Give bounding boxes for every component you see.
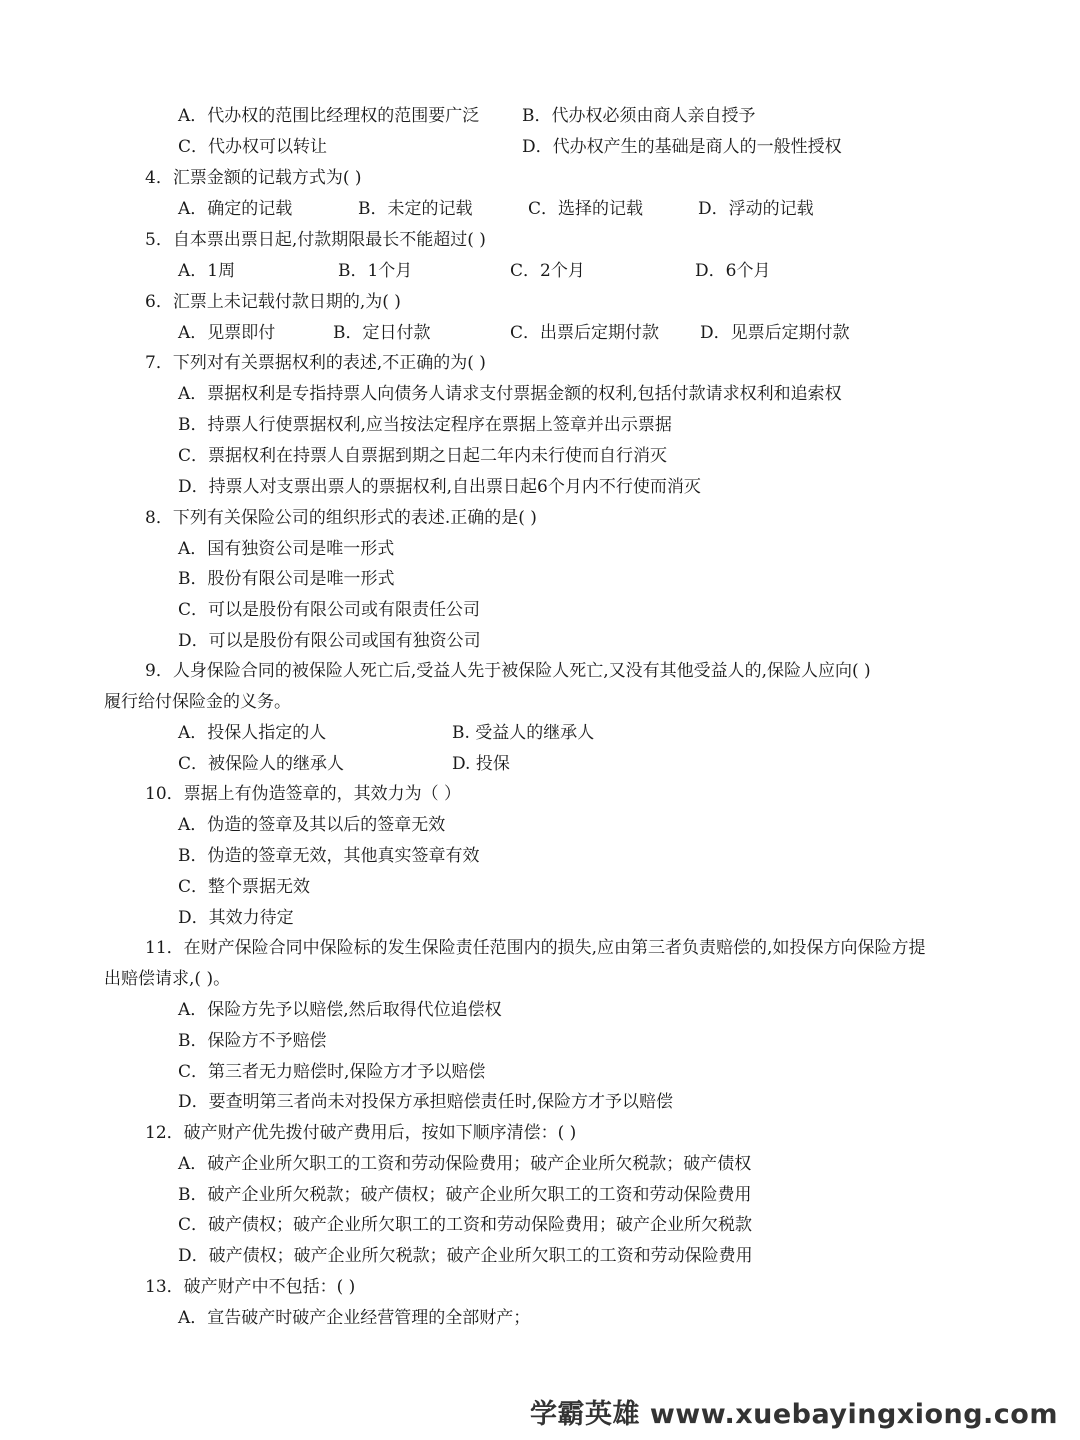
q5-stem: 5．自本票出票日起,付款期限最长不能超过( ) <box>145 230 486 250</box>
q12-option-c: C．破产债权；破产企业所欠职工的工资和劳动保险费用；破产企业所欠税款 <box>178 1215 753 1235</box>
q4-option-b: B．未定的记载 <box>358 199 473 219</box>
q10-option-b: B．伪造的签章无效，其他真实签章有效 <box>178 846 480 866</box>
q11-option-c: C．第三者无力赔偿时,保险方才予以赔偿 <box>178 1062 486 1082</box>
q8-option-a: A．国有独资公司是唯一形式 <box>178 539 395 559</box>
q9-option-d: D. 投保 <box>452 754 510 774</box>
q6-option-b: B．定日付款 <box>333 323 431 343</box>
q10-option-c: C．整个票据无效 <box>178 877 311 897</box>
q6-option-d: D．见票后定期付款 <box>700 323 850 343</box>
q5-option-b: B．1个月 <box>338 261 413 281</box>
q8-option-d: D．可以是股份有限公司或国有独资公司 <box>178 631 481 651</box>
q9-option-a: A．投保人指定的人 <box>178 723 327 743</box>
q5-option-c: C．2个月 <box>510 261 585 281</box>
q7-option-d: D．持票人对支票出票人的票据权利,自出票日起6个月内不行使而消灭 <box>178 477 701 497</box>
q4-option-d: D．浮动的记载 <box>698 199 814 219</box>
q11-option-a: A．保险方先予以赔偿,然后取得代位追偿权 <box>178 1000 502 1020</box>
q9-stem-line1: 9．人身保险合同的被保险人死亡后,受益人先于被保险人死亡,又没有其他受益人的,保险人应向( ) <box>145 661 871 681</box>
q12-stem: 12．破产财产优先拨付破产费用后，按如下顺序清偿：( ) <box>145 1123 577 1143</box>
q10-option-a: A．伪造的签章及其以后的签章无效 <box>178 815 446 835</box>
q3-option-b: B．代办权必须由商人亲自授予 <box>522 106 756 126</box>
q12-option-d: D．破产债权；破产企业所欠税款；破产企业所欠职工的工资和劳动保险费用 <box>178 1246 753 1266</box>
q4-option-c: C．选择的记载 <box>528 199 644 219</box>
q11-option-b: B．保险方不予赔偿 <box>178 1031 327 1051</box>
q7-option-c: C．票据权利在持票人自票据到期之日起二年内未行使而自行消灭 <box>178 446 668 466</box>
q6-stem: 6．汇票上未记载付款日期的,为( ) <box>145 292 401 312</box>
q6-option-c: C．出票后定期付款 <box>510 323 660 343</box>
q10-option-d: D．其效力待定 <box>178 908 294 928</box>
q9-option-c: C．被保险人的继承人 <box>178 754 345 774</box>
site-watermark: 学霸英雄 www.xuebayingxiong.com <box>529 1399 1058 1430</box>
q12-option-a: A．破产企业所欠职工的工资和劳动保险费用；破产企业所欠税款；破产债权 <box>178 1154 752 1174</box>
q7-stem: 7．下列对有关票据权利的表述,不正确的为( ) <box>145 353 486 373</box>
q5-option-a: A．1周 <box>178 261 236 281</box>
q3-option-c: C．代办权可以转让 <box>178 137 328 157</box>
q3-option-d: D．代办权产生的基础是商人的一般性授权 <box>522 137 842 157</box>
q6-option-a: A．见票即付 <box>178 323 276 343</box>
q11-option-d: D．要查明第三者尚未对投保方承担赔偿责任时,保险方才予以赔偿 <box>178 1092 674 1112</box>
q7-option-b: B．持票人行使票据权利,应当按法定程序在票据上签章并出示票据 <box>178 415 672 435</box>
q11-stem-line2: 出赔偿请求,( )。 <box>104 969 231 989</box>
q9-stem-line2: 履行给付保险金的义务。 <box>104 692 291 712</box>
q7-option-a: A．票据权利是专指持票人向债务人请求支付票据金额的权利,包括付款请求权利和追索权 <box>178 384 842 404</box>
q5-option-d: D．6个月 <box>695 261 771 281</box>
q3-option-a: A．代办权的范围比经理权的范围要广泛 <box>178 106 480 126</box>
q8-stem: 8．下列有关保险公司的组织形式的表述.正确的是( ) <box>145 508 537 528</box>
q11-stem-line1: 11．在财产保险合同中保险标的发生保险责任范围内的损失,应由第三者负责赔偿的,如投保方向保险方提 <box>145 938 926 958</box>
q9-option-b: B. 受益人的继承人 <box>452 723 595 743</box>
q13-stem: 13．破产财产中不包括：( ) <box>145 1277 356 1297</box>
q10-stem: 10．票据上有伪造签章的，其效力为（ ） <box>145 784 462 804</box>
q4-option-a: A．确定的记载 <box>178 199 293 219</box>
q4-stem: 4．汇票金额的记载方式为( ) <box>145 168 362 188</box>
q12-option-b: B．破产企业所欠税款；破产债权；破产企业所欠职工的工资和劳动保险费用 <box>178 1185 752 1205</box>
q13-option-a: A．宣告破产时破产企业经营管理的全部财产； <box>178 1308 531 1328</box>
q8-option-b: B．股份有限公司是唯一形式 <box>178 569 395 589</box>
q8-option-c: C．可以是股份有限公司或有限责任公司 <box>178 600 481 620</box>
